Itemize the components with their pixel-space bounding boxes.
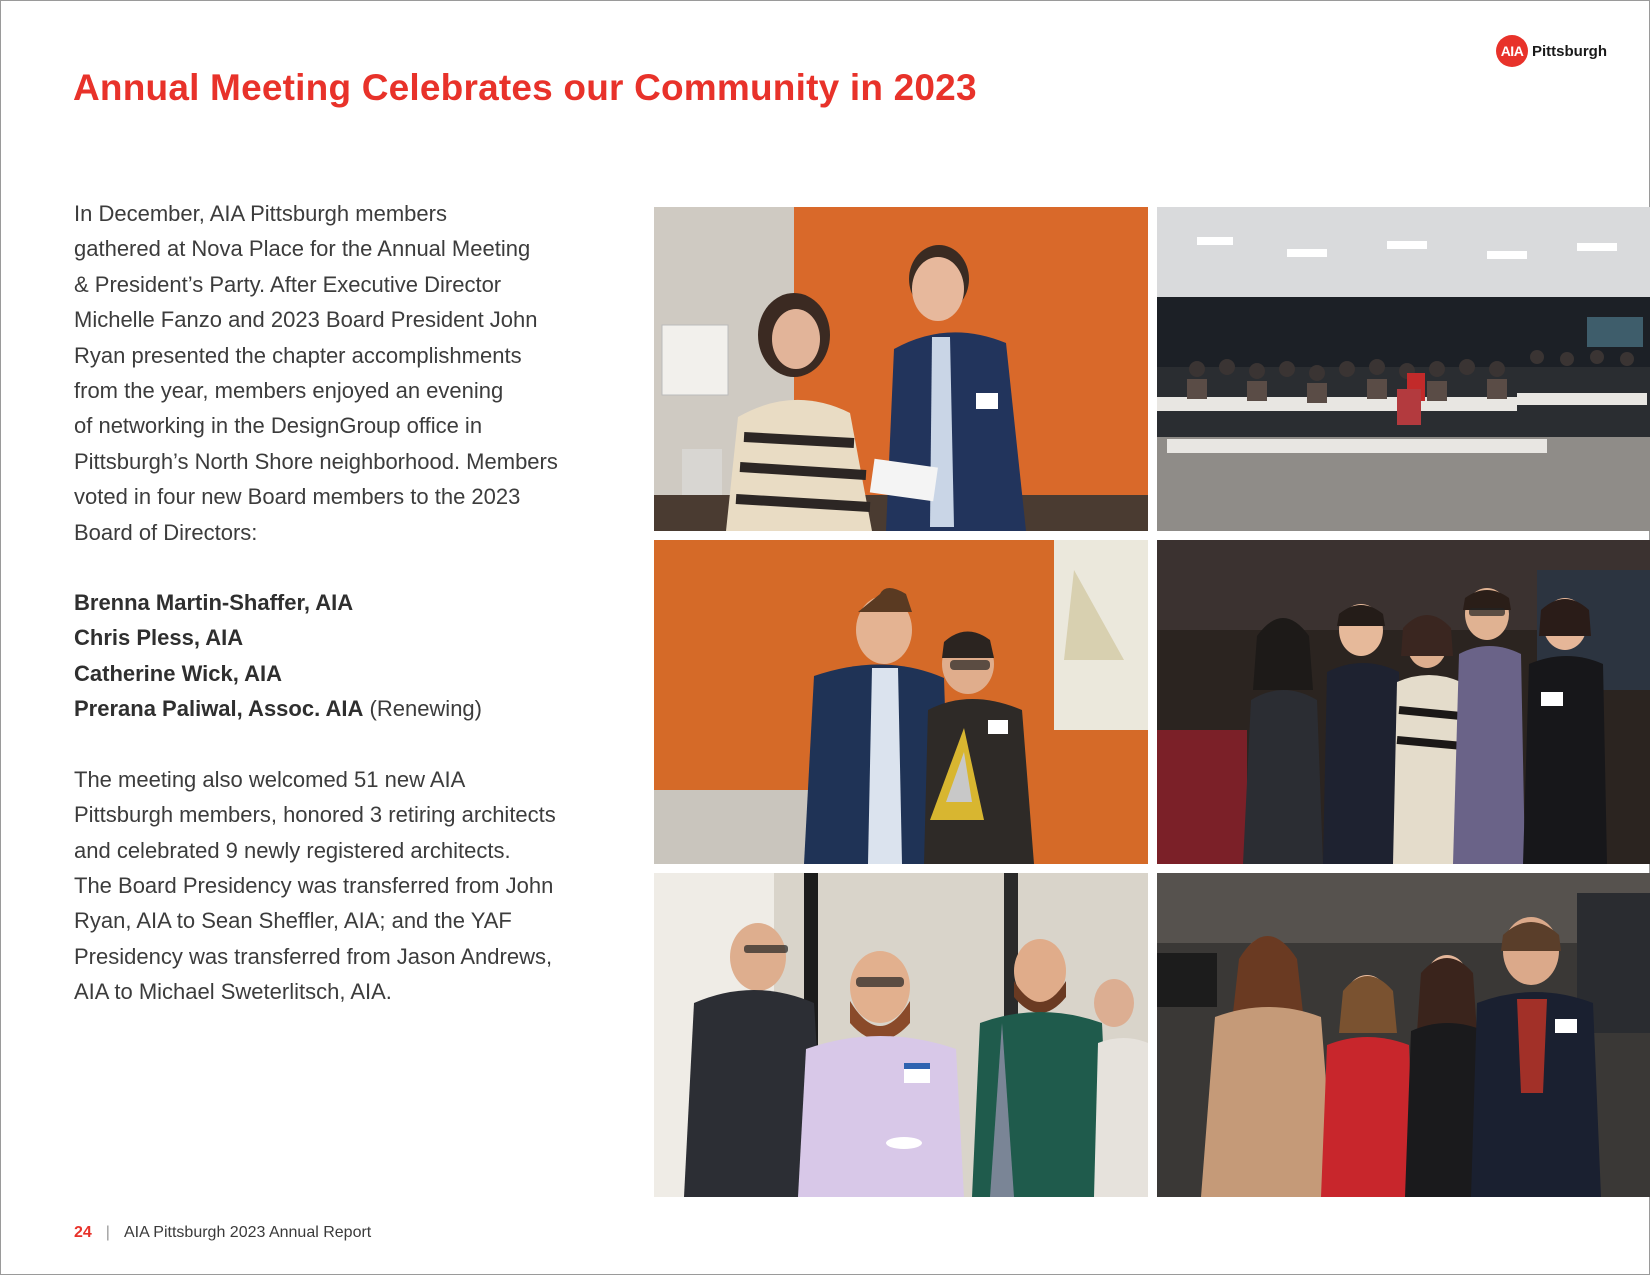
intro-line: voted in four new Board members to the 2023 [74, 484, 521, 510]
intro-line: gathered at Nova Place for the Annual Meeting [74, 236, 531, 262]
intro-line: Pittsburgh’s North Shore neighborhood. Members [74, 448, 558, 474]
board-member-2 [74, 620, 594, 655]
photo-award-presentation [654, 540, 1148, 864]
member-name: Prerana Paliwal, Assoc. AIA [74, 696, 364, 722]
closing-line: The Board Presidency was transferred from John [74, 872, 554, 898]
closing-line: Pittsburgh members, honored 3 retiring architects [74, 802, 556, 828]
intro-line: & President’s Party. After Executive Director [74, 271, 502, 297]
intro-line: Board of Directors: [74, 519, 258, 545]
member-name: Catherine Wick, AIA [74, 660, 283, 686]
intro-line: from the year, members enjoyed an evening [74, 378, 504, 404]
closing-line: and celebrated 9 newly registered architects. [74, 837, 511, 863]
member-name: Chris Pless, AIA [74, 625, 244, 651]
member-note: (Renewing) [363, 696, 482, 722]
page-title: Annual Meeting Celebrates our Community in 2023 [73, 67, 977, 108]
closing-line: AIA to Michael Sweterlitsch, AIA. [74, 979, 392, 1005]
aia-logo-mark: AIA [1496, 35, 1528, 67]
member-name: Brenna Martin-Shaffer, AIA [74, 590, 354, 616]
publication-name: AIA Pittsburgh 2023 Annual Report [123, 1224, 372, 1241]
intro-line: Ryan presented the chapter accomplishments [74, 342, 522, 368]
photo-group-four [1157, 873, 1650, 1197]
page-footer [74, 1224, 371, 1242]
intro-line: Michelle Fanzo and 2023 Board President John [74, 307, 538, 333]
aia-pittsburgh-logo [1496, 35, 1607, 67]
photo-microphone-interview [654, 207, 1148, 531]
board-member-4 [74, 691, 594, 726]
page-number: 24 [74, 1224, 92, 1241]
logo-name: Pittsburgh [1532, 42, 1607, 60]
closing-line: The meeting also welcomed 51 new AIA [74, 766, 466, 792]
closing-line: Ryan, AIA to Sean Sheffler, AIA; and the YAF [74, 908, 512, 934]
article-body [74, 196, 594, 1010]
intro-line: In December, AIA Pittsburgh members [74, 201, 447, 226]
board-member-1 [74, 585, 594, 620]
closing-line: Presidency was transferred from Jason Andrews, [74, 943, 553, 969]
board-member-3 [74, 656, 594, 691]
photo-networking-conversation [654, 873, 1148, 1197]
photo-meeting-audience [1157, 207, 1650, 531]
footer-separator: | [105, 1224, 110, 1241]
photo-group-portrait [1157, 540, 1650, 864]
intro-line: of networking in the DesignGroup office in [74, 413, 483, 439]
